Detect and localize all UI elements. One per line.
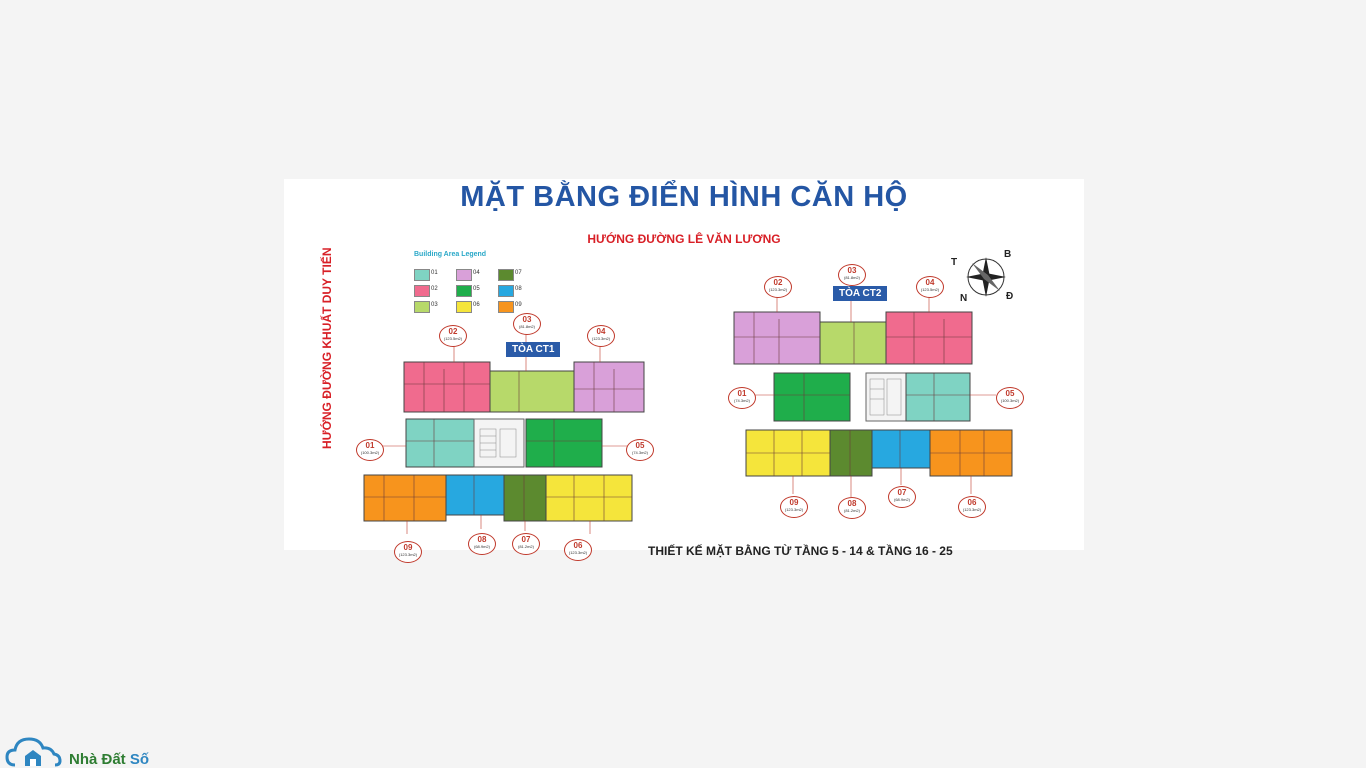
unit-number: 02	[448, 327, 458, 336]
legend-swatch	[498, 269, 514, 281]
logo-accent: Số	[129, 751, 150, 768]
unit-tag-ct1-03	[513, 313, 541, 335]
unit-number: 04	[596, 327, 606, 336]
tower-ct1-plan	[364, 362, 644, 521]
unit-tag-ct2-04	[916, 276, 944, 298]
unit-number: 02	[773, 278, 783, 287]
unit-area: (123.3m2)	[962, 507, 982, 512]
unit-area: (123.3m2)	[591, 336, 611, 341]
unit-area: (123.3m2)	[768, 287, 788, 292]
unit-tag-ct1-05	[626, 439, 654, 461]
unit-tag-ct2-07	[888, 486, 916, 508]
unit-tag-ct1-07	[512, 533, 540, 555]
legend-code: 09	[515, 302, 522, 308]
cloud-house-icon	[5, 733, 67, 768]
road-label-left: HƯỚNG ĐƯỜNG KHUẤT DUY TIẾN	[320, 247, 334, 449]
compass-t: T	[951, 257, 958, 268]
legend-code: 08	[515, 286, 522, 292]
unit-tag-ct1-04	[587, 325, 615, 347]
unit-area: (68.9m2)	[893, 497, 910, 502]
compass-rose	[966, 257, 1006, 297]
unit-area: (123.3m2)	[784, 507, 804, 512]
road-label-top: HƯỚNG ĐƯỜNG LÊ VĂN LƯƠNG	[587, 232, 781, 246]
unit-tag-ct1-09	[394, 541, 422, 563]
legend-code: 05	[473, 286, 480, 292]
legend-swatch	[456, 301, 472, 313]
unit-tag-ct2-01	[728, 387, 756, 409]
building-area-legend	[414, 251, 534, 321]
unit-tag-ct2-05	[996, 387, 1024, 409]
unit-area: (123.5m2)	[920, 287, 940, 292]
unit-area: (123.3m2)	[398, 552, 418, 557]
unit-tag-ct2-09	[780, 496, 808, 518]
unit-tag-ct2-06	[958, 496, 986, 518]
unit-area: (81.2m2)	[843, 508, 860, 513]
legend-code: 04	[473, 270, 480, 276]
unit-tag-ct2-02	[764, 276, 792, 298]
unit-tag-ct1-01	[356, 439, 384, 461]
legend-swatch	[414, 269, 430, 281]
legend-title: Building Area Legend	[414, 251, 487, 258]
legend-code: 07	[515, 270, 522, 276]
unit-number: 04	[925, 278, 935, 287]
unit-number: 06	[967, 498, 977, 507]
unit-area: (123.3m2)	[568, 550, 588, 555]
unit-number: 03	[847, 266, 857, 275]
unit-area: (81.2m2)	[517, 544, 534, 549]
legend-code: 01	[431, 270, 438, 276]
unit-number: 01	[737, 389, 747, 398]
unit-number: 03	[522, 315, 532, 324]
floor-plan-image	[284, 179, 1084, 558]
unit-area: (123.5m2)	[443, 336, 463, 341]
site-logo[interactable]	[5, 733, 165, 768]
compass-d: Đ	[1006, 291, 1014, 302]
tower-ct2-label: TÒA CT2	[833, 286, 887, 301]
unit-number: 08	[847, 499, 857, 508]
unit-number: 07	[897, 488, 907, 497]
unit-number: 05	[635, 441, 645, 450]
unit-area: (100.3m2)	[360, 450, 380, 455]
unit-tag-ct1-06	[564, 539, 592, 561]
unit-number: 06	[573, 541, 583, 550]
legend-code: 02	[431, 286, 438, 292]
unit-area: (81.8m2)	[518, 324, 535, 329]
unit-area: (68.9m2)	[473, 544, 490, 549]
unit-area: (100.3m2)	[1000, 398, 1020, 403]
unit-number: 08	[477, 535, 487, 544]
legend-swatch	[498, 301, 514, 313]
legend-swatch	[414, 285, 430, 297]
plan-title: MẶT BẰNG ĐIỂN HÌNH CĂN HỘ	[460, 181, 908, 213]
legend-code: 06	[473, 302, 480, 308]
unit-area: (74.3m2)	[631, 450, 648, 455]
plan-caption: THIẾT KẾ MẶT BẰNG TỪ TẦNG 5 - 14 & TẦNG 16 - 25	[648, 544, 953, 558]
unit-number: 07	[521, 535, 531, 544]
legend-code: 03	[431, 302, 438, 308]
unit-number: 09	[403, 543, 413, 552]
unit-tag-ct1-08	[468, 533, 496, 555]
logo-name: Nhà Đất	[69, 751, 126, 768]
legend-swatch	[498, 285, 514, 297]
unit-tag-ct2-08	[838, 497, 866, 519]
legend-swatch	[456, 285, 472, 297]
unit-number: 05	[1005, 389, 1015, 398]
unit-number: 01	[365, 441, 375, 450]
unit-area: (74.3m2)	[733, 398, 750, 403]
unit-tag-ct2-03	[838, 264, 866, 286]
unit-number: 09	[789, 498, 799, 507]
tower-ct2-plan	[734, 312, 1012, 476]
unit-area: (81.8m2)	[843, 275, 860, 280]
compass-n: N	[960, 293, 968, 304]
tower-ct1-label: TÒA CT1	[506, 342, 560, 357]
unit-tag-ct1-02	[439, 325, 467, 347]
legend-swatch	[414, 301, 430, 313]
legend-swatch	[456, 269, 472, 281]
logo-text	[69, 751, 149, 768]
compass-b: B	[1004, 249, 1012, 260]
